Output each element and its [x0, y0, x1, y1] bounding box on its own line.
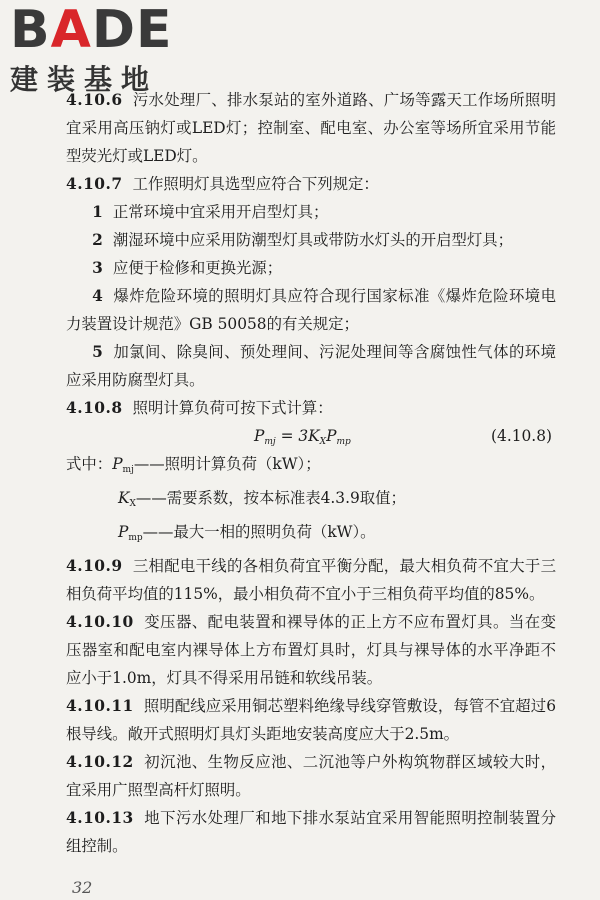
variable-symbol: P — [118, 523, 129, 541]
clause-text: 变压器、配电装置和裸导体的正上方不应布置灯具。当在变压器室和配电室内裸导体上方布置灯具时，灯具与裸导体的水平净距不应小于1.0m，灯具不得采用吊链和软线吊装。 — [66, 613, 556, 687]
clause-number: 4.10.6 — [66, 91, 123, 109]
clause-number: 4.10.8 — [66, 399, 123, 417]
item-text: 正常环境中宜采用开启型灯具； — [112, 203, 329, 221]
list-item — [66, 282, 556, 338]
variable-description: ——照明计算负荷（kW）； — [133, 455, 321, 473]
clause-4-10-9 — [66, 552, 556, 608]
item-text: 爆炸危险环境的照明灯具应符合现行国家标准《爆炸危险环境电力装置设计规范》GB 50058的有关规定； — [66, 287, 556, 333]
list-item — [66, 198, 556, 226]
clause-number: 4.10.7 — [66, 175, 123, 193]
clause-text: 工作照明灯具选型应符合下列规定： — [132, 175, 379, 193]
item-text: 潮湿环境中应采用防潮型灯具或带防水灯头的开启型灯具； — [112, 231, 514, 249]
clause-text: 照明计算负荷可按下式计算： — [132, 399, 333, 417]
variable-symbol: P — [112, 455, 123, 473]
formula-4-10-8 — [66, 422, 556, 450]
variable-symbol: K — [118, 489, 130, 507]
document-body — [66, 86, 556, 860]
list-item — [66, 254, 556, 282]
item-number: 5 — [92, 343, 103, 361]
clause-4-10-7 — [66, 170, 556, 198]
formula-expression — [254, 422, 351, 456]
list-item — [66, 226, 556, 254]
item-number: 2 — [92, 231, 103, 249]
clause-number: 4.10.13 — [66, 809, 134, 827]
formula-rhs-sub: mp — [336, 437, 351, 447]
clause-text: 初沉池、生物反应池、二沉池等户外构筑物群区域较大时，宜采用广照型高杆灯照明。 — [66, 753, 556, 799]
where-line — [66, 484, 556, 518]
where-line — [66, 518, 556, 552]
formula-mid: = 3K — [275, 427, 320, 445]
variable-description: ——最大一相的照明负荷（kW）。 — [142, 523, 376, 541]
logo-chinese-text: 建装基地 — [10, 63, 159, 96]
where-label: 式中： — [66, 455, 113, 473]
item-number: 4 — [92, 287, 103, 305]
clause-number: 4.10.10 — [66, 613, 134, 631]
clause-number: 4.10.12 — [66, 753, 134, 771]
clause-number: 4.10.11 — [66, 697, 134, 715]
clause-4-10-11 — [66, 692, 556, 748]
page-number: 32 — [72, 878, 93, 897]
logo-letter-a: A — [50, 0, 92, 60]
clause-4-10-6 — [66, 86, 556, 170]
clause-text: 三相配电干线的各相负荷宜平衡分配，最大相负荷不宜大于三相负荷平均值的115%，最小相负荷不宜小于三相负荷平均值的85%。 — [66, 557, 556, 603]
item-text: 应便于检修和更换光源； — [112, 259, 283, 277]
clause-text: 地下污水处理厂和地下排水泵站宜采用智能照明控制装置分组控制。 — [66, 809, 556, 855]
formula-lhs-sub: mj — [264, 437, 276, 447]
clause-4-10-13 — [66, 804, 556, 860]
clause-4-10-12 — [66, 748, 556, 804]
formula-lhs: P — [254, 427, 265, 445]
item-text: 加氯间、除臭间、预处理间、污泥处理间等含腐蚀性气体的环境应采用防腐型灯具。 — [66, 343, 556, 389]
clause-4-10-8 — [66, 394, 556, 422]
variable-subscript: mj — [122, 465, 134, 475]
clause-4-10-10 — [66, 608, 556, 692]
clause-number: 4.10.9 — [66, 557, 123, 575]
formula-rhs: P — [326, 427, 337, 445]
variable-subscript: X — [129, 499, 136, 509]
logo-wordmark — [10, 0, 180, 60]
logo-letter-b: B — [10, 0, 51, 60]
item-number: 1 — [92, 203, 103, 221]
formula-mid-sub: X — [319, 437, 327, 447]
variable-description: ——需要系数，按本标准表4.3.9取值； — [135, 489, 406, 507]
equation-number: (4.10.8) — [491, 427, 552, 445]
bade-logo — [10, 0, 180, 98]
logo-letters-de: DE — [91, 0, 173, 60]
list-item — [66, 338, 556, 394]
clause-text: 污水处理厂、排水泵站的室外道路、广场等露天工作场所照明宜采用高压钠灯或LED灯；控制室、配电室、办公室等场所宜采用节能型荧光灯或LED灯。 — [66, 91, 556, 165]
clause-text: 照明配线应采用铜芯塑料绝缘导线穿管敷设，每管不宜超过6根导线。敞开式照明灯具灯头距地安装高度应大于2.5m。 — [66, 697, 556, 743]
item-number: 3 — [92, 259, 103, 277]
variable-subscript: mp — [128, 533, 143, 543]
